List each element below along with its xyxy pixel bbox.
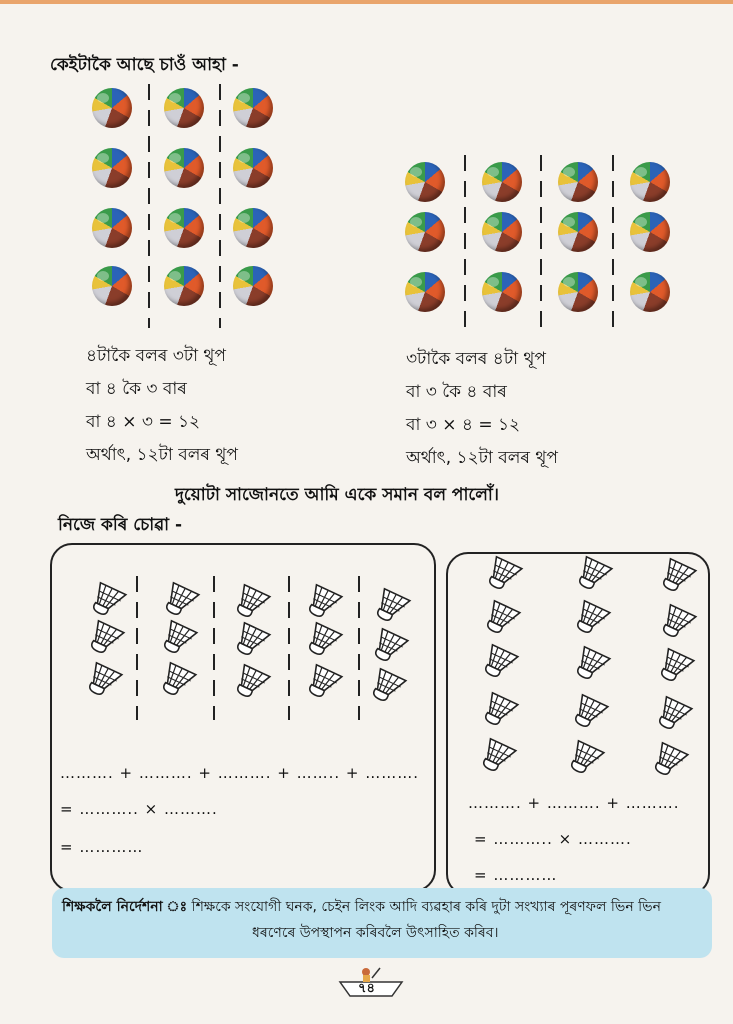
ball-icon xyxy=(92,88,132,128)
ball-icon xyxy=(164,208,204,248)
ball-icon xyxy=(233,208,273,248)
teacher-note-label: শিক্ষকলৈ নিৰ্দেশনা ঃ xyxy=(62,899,188,915)
right-exercise-answer-blank[interactable]: = ………… xyxy=(474,866,558,884)
ball-icon xyxy=(482,272,522,312)
ball-icon xyxy=(233,88,273,128)
left-line-4: অৰ্থাৎ, ১২টা বলৰ থূপ xyxy=(86,445,238,465)
left-exercise-answer-blank[interactable]: = ………… xyxy=(60,838,144,856)
ball-icon xyxy=(630,162,670,202)
ball-icon xyxy=(233,148,273,188)
right-line-1: ৩টাকৈ বলৰ ৪টা থূপ xyxy=(406,349,546,369)
left-line-1: ৪টাকৈ বলৰ ৩টা থূপ xyxy=(86,346,226,366)
ball-icon xyxy=(164,266,204,306)
divider-line xyxy=(612,155,614,327)
divider-line xyxy=(540,155,542,327)
ball-icon xyxy=(233,266,273,306)
right-exercise-product-blanks[interactable]: = ……….. × ………. xyxy=(474,830,632,848)
divider-line xyxy=(213,576,215,720)
right-line-4: অৰ্থাৎ, ১২টা বলৰ থূপ xyxy=(406,448,558,468)
section-heading: কেইটাকৈ আছে চাওঁ আহা - xyxy=(50,55,239,75)
right-explanation xyxy=(406,343,558,475)
ball-icon xyxy=(405,162,445,202)
ball-icon xyxy=(405,272,445,312)
left-line-3: বা ৪ × ৩ = ১২ xyxy=(86,412,201,432)
teacher-note-line-1 xyxy=(62,894,702,920)
page-number-badge xyxy=(336,966,406,998)
teacher-note-text-1: শিক্ষকে সংযোগী ঘনক, চেইন লিংক আদি ব্যৱহাৰ কৰি দুটা সংখ্যাৰ পূৰণফল ভিন ভিন xyxy=(187,899,661,915)
left-exercise-product-blanks[interactable]: = ……….. × ………. xyxy=(60,800,218,818)
right-line-2: বা ৩ কৈ ৪ বাৰ xyxy=(406,382,507,402)
right-exercise-sum-blanks[interactable]: ………. + ………. + ………. xyxy=(468,794,680,812)
page-number: ৭৪ xyxy=(358,981,375,996)
ball-icon xyxy=(92,266,132,306)
teacher-note-text-2: ধৰণেৰে উপস্থাপন কৰিবলৈ উৎসাহিত কৰিব। xyxy=(252,925,499,941)
divider-line xyxy=(464,155,466,327)
ball-icon xyxy=(164,148,204,188)
top-edge xyxy=(0,0,733,4)
divider-line xyxy=(358,576,360,720)
ball-icon xyxy=(164,88,204,128)
exercise-heading: নিজে কৰি চোৱা - xyxy=(58,515,183,535)
ball-icon xyxy=(558,162,598,202)
divider-line xyxy=(219,84,221,328)
ball-icon xyxy=(482,212,522,252)
ball-icon xyxy=(630,272,670,312)
ball-icon xyxy=(405,212,445,252)
summary-statement: দুয়োটা সাজোনতে আমি একে সমান বল পালোঁ। xyxy=(175,485,499,505)
teacher-note xyxy=(52,888,712,958)
divider-line xyxy=(148,84,150,328)
divider-line xyxy=(288,576,290,720)
divider-line xyxy=(136,576,138,720)
left-explanation xyxy=(86,340,238,472)
right-line-3: বা ৩ × ৪ = ১২ xyxy=(406,415,521,435)
ball-icon xyxy=(482,162,522,202)
ball-icon xyxy=(630,212,670,252)
left-exercise-sum-blanks[interactable]: ………. + ………. + ………. + …….. + ………. xyxy=(60,764,420,782)
ball-icon xyxy=(558,212,598,252)
left-line-2: বা ৪ কৈ ৩ বাৰ xyxy=(86,379,187,399)
ball-icon xyxy=(92,208,132,248)
ball-icon xyxy=(558,272,598,312)
ball-icon xyxy=(92,148,132,188)
